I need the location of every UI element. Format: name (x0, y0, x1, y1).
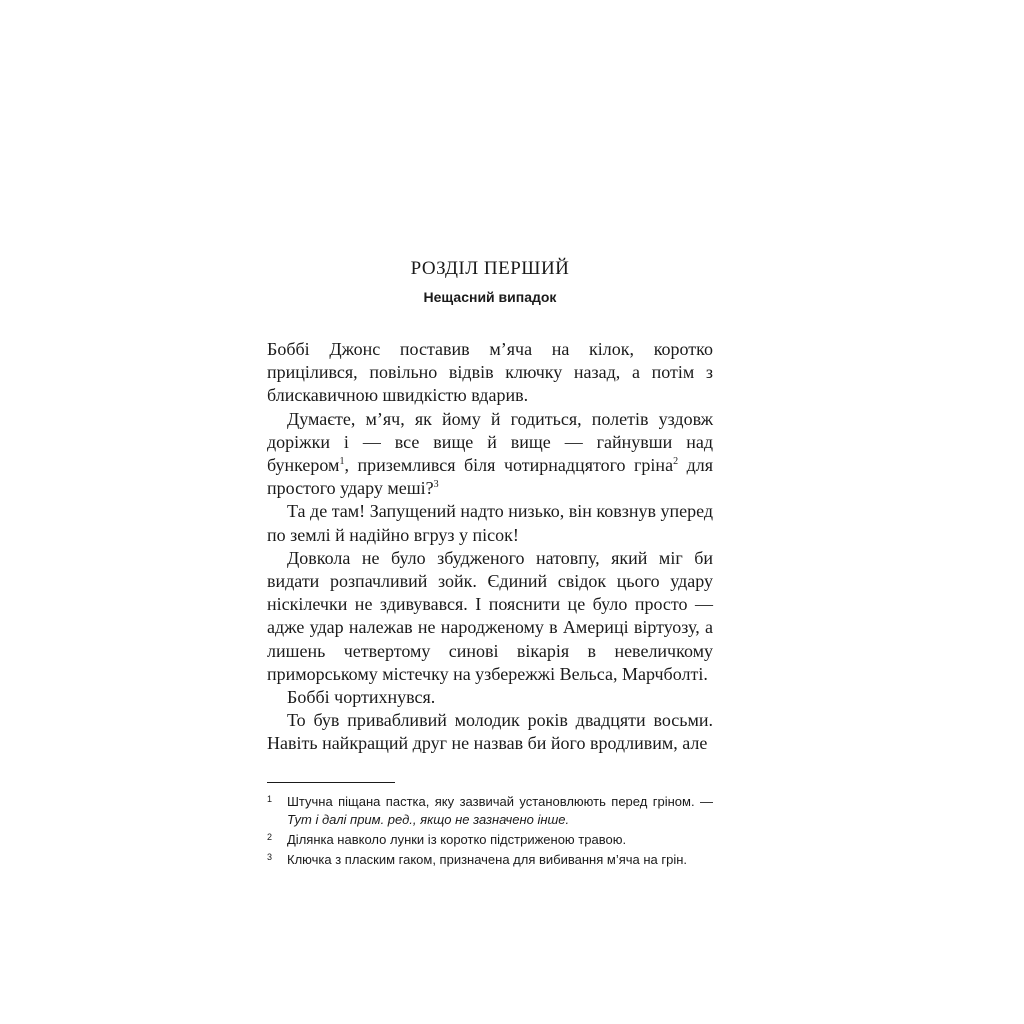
chapter-title: РОЗДІЛ ПЕРШИЙ (410, 258, 570, 279)
paragraph (267, 709, 713, 755)
footnote-text: Ділянка навколо лунки із коротко підстриженою травою. (287, 831, 627, 847)
paragraph-text: Боббі чортихнувся. (287, 687, 436, 708)
footnote-text: Ключка з пласким гаком, призначена для вибивання м’яча на грін. (287, 851, 688, 867)
paragraph (267, 500, 713, 546)
paragraph-text: для простого удару меші? (267, 455, 714, 499)
paragraph (267, 408, 713, 501)
footnote-number: 3 (267, 851, 273, 862)
footnote (267, 831, 713, 849)
footnote-number: 1 (267, 793, 273, 804)
paragraph (267, 547, 713, 686)
paragraph (267, 686, 713, 709)
paragraph-text: , приземлився біля чотирнадцятого гріна (344, 455, 674, 476)
body-text (267, 338, 713, 756)
footnote-reference: 1 (339, 456, 345, 468)
footnote (267, 851, 713, 869)
paragraph (267, 338, 713, 408)
footnote (267, 793, 713, 829)
book-page (267, 256, 713, 871)
footnote-text: Штучна піщана пастка, яку зазвичай установлюють перед гріном. — (287, 793, 713, 809)
paragraph-text: То був привабливий молодик років двадцяти восьми. Навіть найкращий друг не назвав би його вродливим, але (267, 710, 713, 754)
chapter-subtitle: Нещасний випадок (423, 289, 557, 305)
footnote-reference: 2 (673, 456, 679, 468)
footnote-italic-text: Тут і далі прим. ред., якщо не зазначено інше. (287, 811, 570, 827)
paragraph-text: Боббі Джонс поставив м’яча на кілок, коротко прицілився, повільно відвів ключку назад, а потім з блискавичною швидкістю вдарив. (267, 339, 713, 406)
footnotes (267, 793, 713, 869)
paragraph-text: Та де там! Запущений надто низько, він ковзнув уперед по землі й надійно вгруз у пісок! (267, 501, 713, 545)
footnote-divider (267, 782, 395, 783)
footnote-reference: 3 (433, 479, 439, 491)
footnote-number: 2 (267, 831, 273, 842)
paragraph-text: Думаєте, м’яч, як йому й годиться, полетів уздовж доріжки і — все вище й вище — гайнувши над бункером (267, 408, 713, 476)
paragraph-text: Довкола не було збудженого натовпу, який міг би видати розпачливий зойк. Єдиний свідок цього удару ніскілечки не здивувався. І пояснити це було просто — адже удар належав не народженому в Америці віртуозу, а лишень четвертому синові вікарія в невеличкому приморському містечку на узбережжі Вельса, Марчболті. (267, 547, 713, 684)
